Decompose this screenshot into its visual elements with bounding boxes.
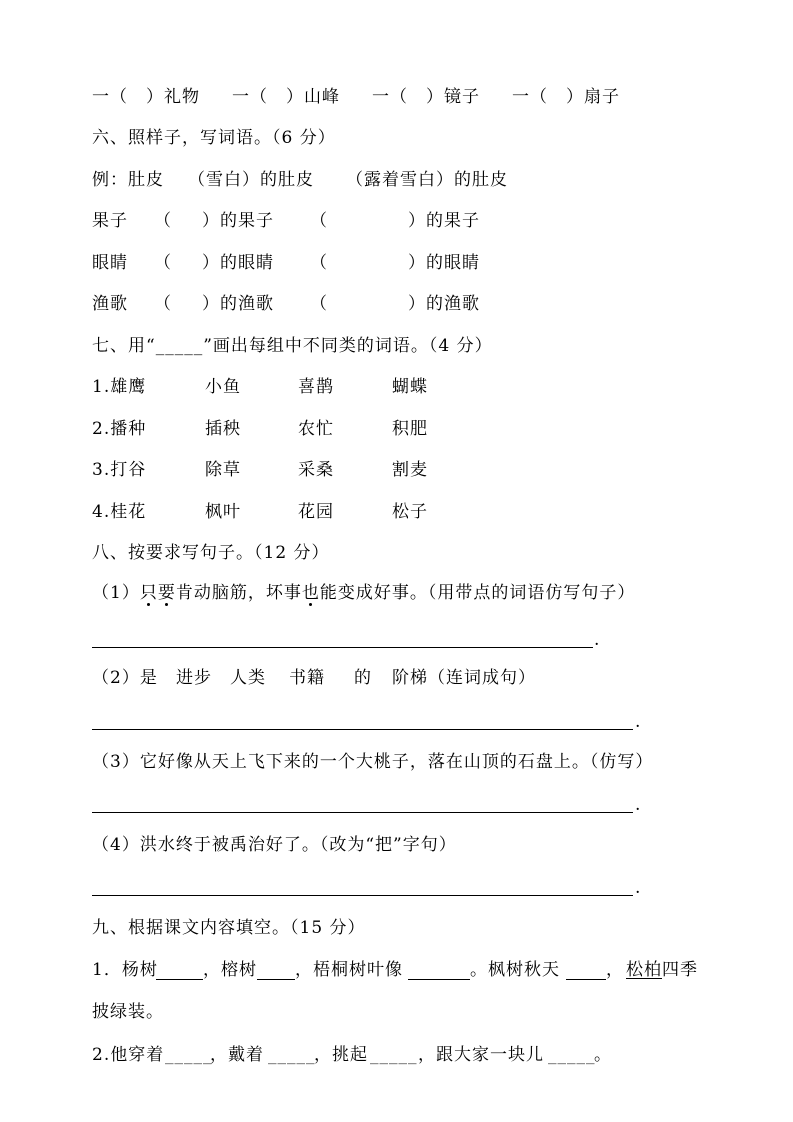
fill-text: ，戴着 [210, 1045, 264, 1065]
row-word: 眼睛 [92, 253, 128, 273]
word-group-row [0, 377, 793, 397]
scrambled-word: 的 [354, 668, 372, 688]
scrambled-word: 进步 [176, 668, 212, 688]
question-8-1-text [92, 583, 635, 603]
fill-blank: _____ [548, 1045, 596, 1065]
measure-word-row [0, 87, 793, 107]
scrambled-word: 阶梯（连词成句） [392, 668, 536, 688]
fill-blank [156, 960, 203, 980]
emphasized-char: 要 [157, 583, 176, 603]
answer-line-end [0, 712, 793, 732]
row-close-phrase-1: ）的果子 [202, 211, 274, 231]
answer-line-period: . [635, 712, 642, 732]
measure-word-noun: ）镜子 [426, 87, 480, 107]
question-8-3 [0, 752, 793, 772]
fill-blank: _____ [370, 1045, 418, 1065]
fill-text: 2.他穿着 [92, 1045, 165, 1065]
fill-text: 。枫树秋天 [470, 960, 560, 980]
row-open-paren-1: （ [154, 294, 172, 314]
scrambled-word: 人类 [230, 668, 266, 688]
fill-text: ，跟大家一块儿 [418, 1045, 544, 1065]
fill-text: 披绿装。 [92, 1002, 164, 1022]
sentence-part: 肯动脑筋，坏事 [175, 583, 302, 603]
measure-word-noun: ）扇子 [566, 87, 620, 107]
emphasized-char: 也 [301, 583, 320, 603]
example-phrase-2: （露着雪白）的肚皮 [346, 170, 508, 190]
answer-line-end [0, 630, 793, 650]
question-8-2 [0, 668, 793, 688]
section-6-example [0, 170, 793, 190]
word-group-row [0, 502, 793, 522]
fill-text: 1．杨树 [92, 960, 158, 980]
question-9-1 [0, 960, 793, 980]
question-9-2 [0, 1045, 793, 1065]
row-open-paren-2: （ [310, 211, 328, 231]
section-9-heading [0, 918, 793, 938]
row-close-phrase-2: ）的眼睛 [408, 253, 480, 273]
section-6-heading [0, 128, 793, 148]
row-open-paren-1: （ [154, 253, 172, 273]
row-open-paren-2: （ [310, 253, 328, 273]
scrambled-word: （2）是 [92, 668, 158, 688]
word-group-item: 农忙 [298, 419, 334, 439]
fill-blank [566, 960, 606, 980]
question-8-4-text: （4）洪水终于被禹治好了。（改为“把”字句） [92, 835, 457, 855]
question-8-3-text: （3）它好像从天上飞下来的一个大桃子，落在山顶的石盘上。（仿写） [92, 752, 654, 772]
measure-word-open: 一（ [92, 87, 128, 107]
row-word: 果子 [92, 211, 128, 231]
word-group-item: 松子 [392, 502, 428, 522]
measure-word-open: 一（ [232, 87, 268, 107]
row-close-phrase-1: ）的渔歌 [202, 294, 274, 314]
sentence-part: 能变成好事。（用带点的词语仿写句子） [319, 583, 636, 603]
answer-line-end [0, 878, 793, 898]
example-phrase-1: （雪白）的肚皮 [188, 170, 314, 190]
example-word: 例：肚皮 [92, 170, 164, 190]
word-group-item: 采桑 [298, 460, 334, 480]
measure-word-noun: ）礼物 [146, 87, 200, 107]
row-word: 渔歌 [92, 294, 128, 314]
row-open-paren-2: （ [310, 294, 328, 314]
section-6-row [0, 294, 793, 314]
fill-text: ，梧桐树叶像 [295, 960, 403, 980]
section-6-heading-text: 六、照样子，写词语。（6 分） [92, 128, 336, 148]
scrambled-word: 书籍 [289, 668, 325, 688]
measure-word-open: 一（ [372, 87, 408, 107]
section-6-row [0, 211, 793, 231]
word-group-item: 积肥 [392, 419, 428, 439]
word-group-item: 3.打谷 [92, 460, 147, 480]
question-9-1-continued [0, 1002, 793, 1022]
row-close-phrase-2: ）的果子 [408, 211, 480, 231]
fill-text: 四季 [662, 960, 698, 980]
section-8-heading [0, 543, 793, 563]
word-group-item: 花园 [298, 502, 334, 522]
fill-text: 。 [594, 1045, 612, 1065]
answer-line-period: . [635, 878, 642, 898]
word-group-item: 1.雄鹰 [92, 377, 147, 397]
measure-word-open: 一（ [512, 87, 548, 107]
word-group-item: 4.桂花 [92, 502, 147, 522]
section-6-row [0, 253, 793, 273]
fill-text: ， [606, 960, 624, 980]
word-group-item: 插秧 [205, 419, 241, 439]
fill-blank [257, 960, 295, 980]
word-group-item: 小鱼 [205, 377, 241, 397]
answer-line-period: . [594, 630, 601, 650]
fill-blank [408, 960, 470, 980]
fill-text: ，挑起 [314, 1045, 368, 1065]
word-group-row [0, 419, 793, 439]
word-group-item: 割麦 [392, 460, 428, 480]
word-group-item: 蝴蝶 [392, 377, 428, 397]
emphasized-char: 只 [139, 583, 158, 603]
question-8-4 [0, 835, 793, 855]
measure-word-noun: ）山峰 [286, 87, 340, 107]
section-7-heading [0, 336, 793, 356]
answer-line-end [0, 795, 793, 815]
fill-blank: _____ [165, 1045, 213, 1065]
question-8-1 [0, 583, 793, 603]
fill-text: ，榕树 [203, 960, 257, 980]
fill-blank: _____ [268, 1045, 316, 1065]
word-group-item: 喜鹊 [298, 377, 334, 397]
word-group-row [0, 460, 793, 480]
section-9-heading-text: 九、根据课文内容填空。（15 分） [92, 918, 366, 938]
word-group-item: 枫叶 [205, 502, 241, 522]
row-close-phrase-2: ）的渔歌 [408, 294, 480, 314]
question-number: （1） [92, 583, 140, 603]
underlined-word: 松柏 [626, 960, 662, 980]
answer-line-period: . [635, 795, 642, 815]
section-8-heading-text: 八、按要求写句子。（12 分） [92, 543, 330, 563]
row-open-paren-1: （ [154, 211, 172, 231]
row-close-phrase-1: ）的眼睛 [202, 253, 274, 273]
word-group-item: 除草 [205, 460, 241, 480]
section-7-heading-text: 七、用“_____”画出每组中不同类的词语。（4 分） [92, 336, 493, 356]
word-group-item: 2.播种 [92, 419, 147, 439]
